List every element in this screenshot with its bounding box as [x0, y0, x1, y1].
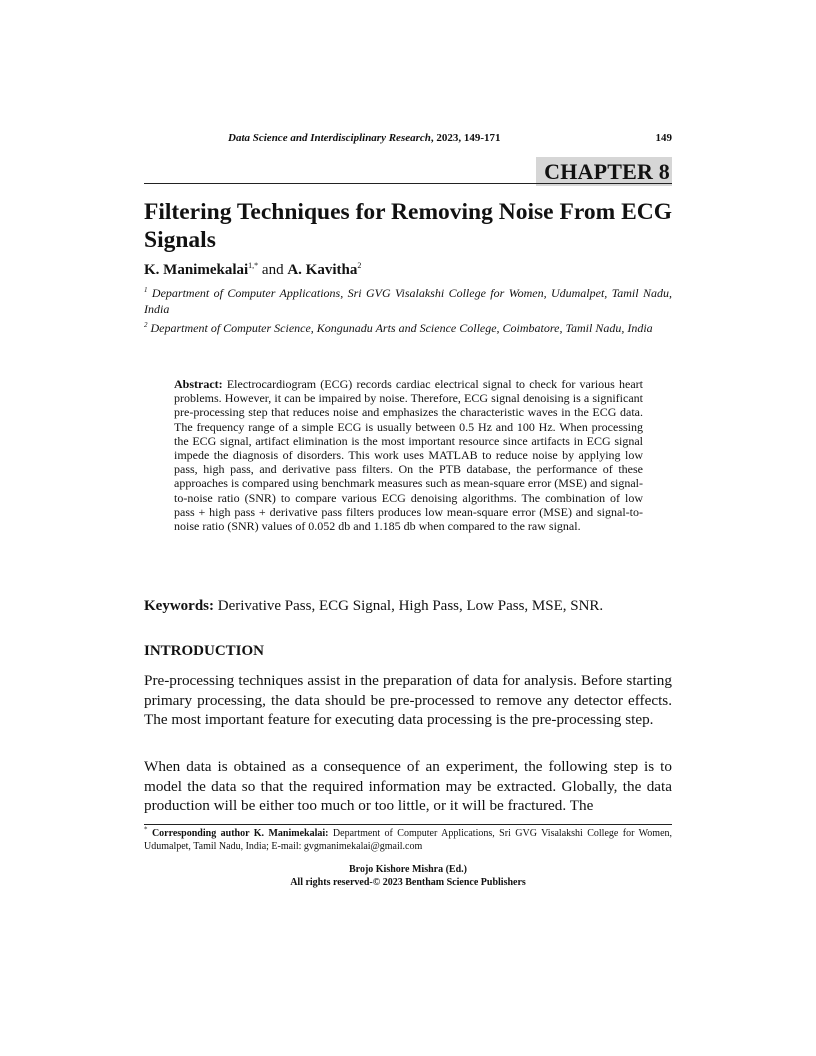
footnote-marker: * [144, 825, 148, 834]
footnote-rule [144, 824, 672, 825]
affiliation-1-marker: 1 [144, 286, 148, 294]
copyright-line: All rights reserved-© 2023 Bentham Science Publishers [290, 877, 526, 888]
editor-line: Brojo Kishore Mishra (Ed.) [349, 864, 467, 875]
affiliation-1-text: Department of Computer Applications, Sri GVG Visalakshi College for Women, Udumalpet, Tamil Nadu, India [144, 286, 673, 316]
corresponding-author-footnote [144, 827, 672, 853]
publisher-block [144, 863, 672, 889]
keywords-text: Derivative Pass, ECG Signal, High Pass, Low Pass, MSE, SNR. [217, 598, 604, 614]
page-number: 149 [655, 132, 672, 144]
author-1-superscript: 1,* [248, 261, 259, 270]
affiliation-2 [144, 320, 672, 336]
abstract-text: Electrocardiogram (ECG) records cardiac electrical signal to check for various heart problems. However, it can be impaired by noise. Therefore, ECG signal denoising is a significant pre-processing step that reduces noise and emphasizes the characteristic waves in the ECG data. The frequency range of a simple ECG is usually between 0.5 Hz and 100 Hz. When processing the ECG signal, artifact elimination is the most important resource since artifacts in ECG signal impede the diagnosis of disorders. This work uses MATLAB to reduce noise by applying low pass, high pass, and derivative pass filters. On the PTB database, the performance of these approaches is compared using benchmark measures such as mean-square error (MSE) and signal-to-noise ratio (SNR) to compare various ECG denoising algorithms. The combination of low pass + high pass + derivative pass filters produces low mean-square error (MSE) and signal-to-noise ratio (SNR) values of 0.052 db and 1.185 db when compared to the raw signal. [174, 377, 643, 534]
journal-name: Data Science and Interdisciplinary Research [228, 132, 431, 144]
abstract-label: Abstract: [174, 377, 223, 391]
chapter-label: CHAPTER 8 [536, 157, 672, 186]
author-connector: and [258, 262, 288, 278]
section-heading-introduction: INTRODUCTION [144, 643, 265, 659]
chapter-rule [144, 183, 672, 184]
affiliation-2-text: Department of Computer Science, Kongunadu Arts and Science College, Coimbatore, Tamil Nadu, India [150, 321, 653, 335]
keywords [144, 597, 672, 615]
affiliation-2-marker: 2 [144, 321, 148, 329]
author-line [144, 261, 361, 279]
author-2-superscript: 2 [357, 261, 362, 270]
author-1-name: K. Manimekalai [144, 262, 249, 278]
author-2-name: A. Kavitha [287, 262, 358, 278]
body-paragraph-1: Pre-processing techniques assist in the preparation of data for analysis. Before starting primary processing, the data should be pre-processed to remove any detector effects. The most important feature for executing data processing is the pre-processing step. [144, 672, 672, 728]
keywords-label: Keywords: [144, 598, 214, 614]
chapter-title: Filtering Techniques for Removing Noise From ECG Signals [144, 199, 672, 253]
journal-details: , 2023, 149-171 [430, 132, 501, 144]
affiliation-1 [144, 285, 672, 317]
journal-citation [228, 132, 501, 144]
footnote-label: Corresponding author K. Manimekalai: [151, 828, 329, 839]
abstract [174, 377, 643, 533]
footnote-text: Department of Computer Applications, Sri GVG Visalakshi College for Women, Udumalpet, Tamil Nadu, India; E-mail: gvgmanimekalai@gmail.com [144, 828, 673, 852]
body-paragraph-2: When data is obtained as a consequence of an experiment, the following step is to model the data so that the required information may be extracted. Globally, the data production will be either too much or too little, or it will be fractured. The [144, 758, 672, 814]
